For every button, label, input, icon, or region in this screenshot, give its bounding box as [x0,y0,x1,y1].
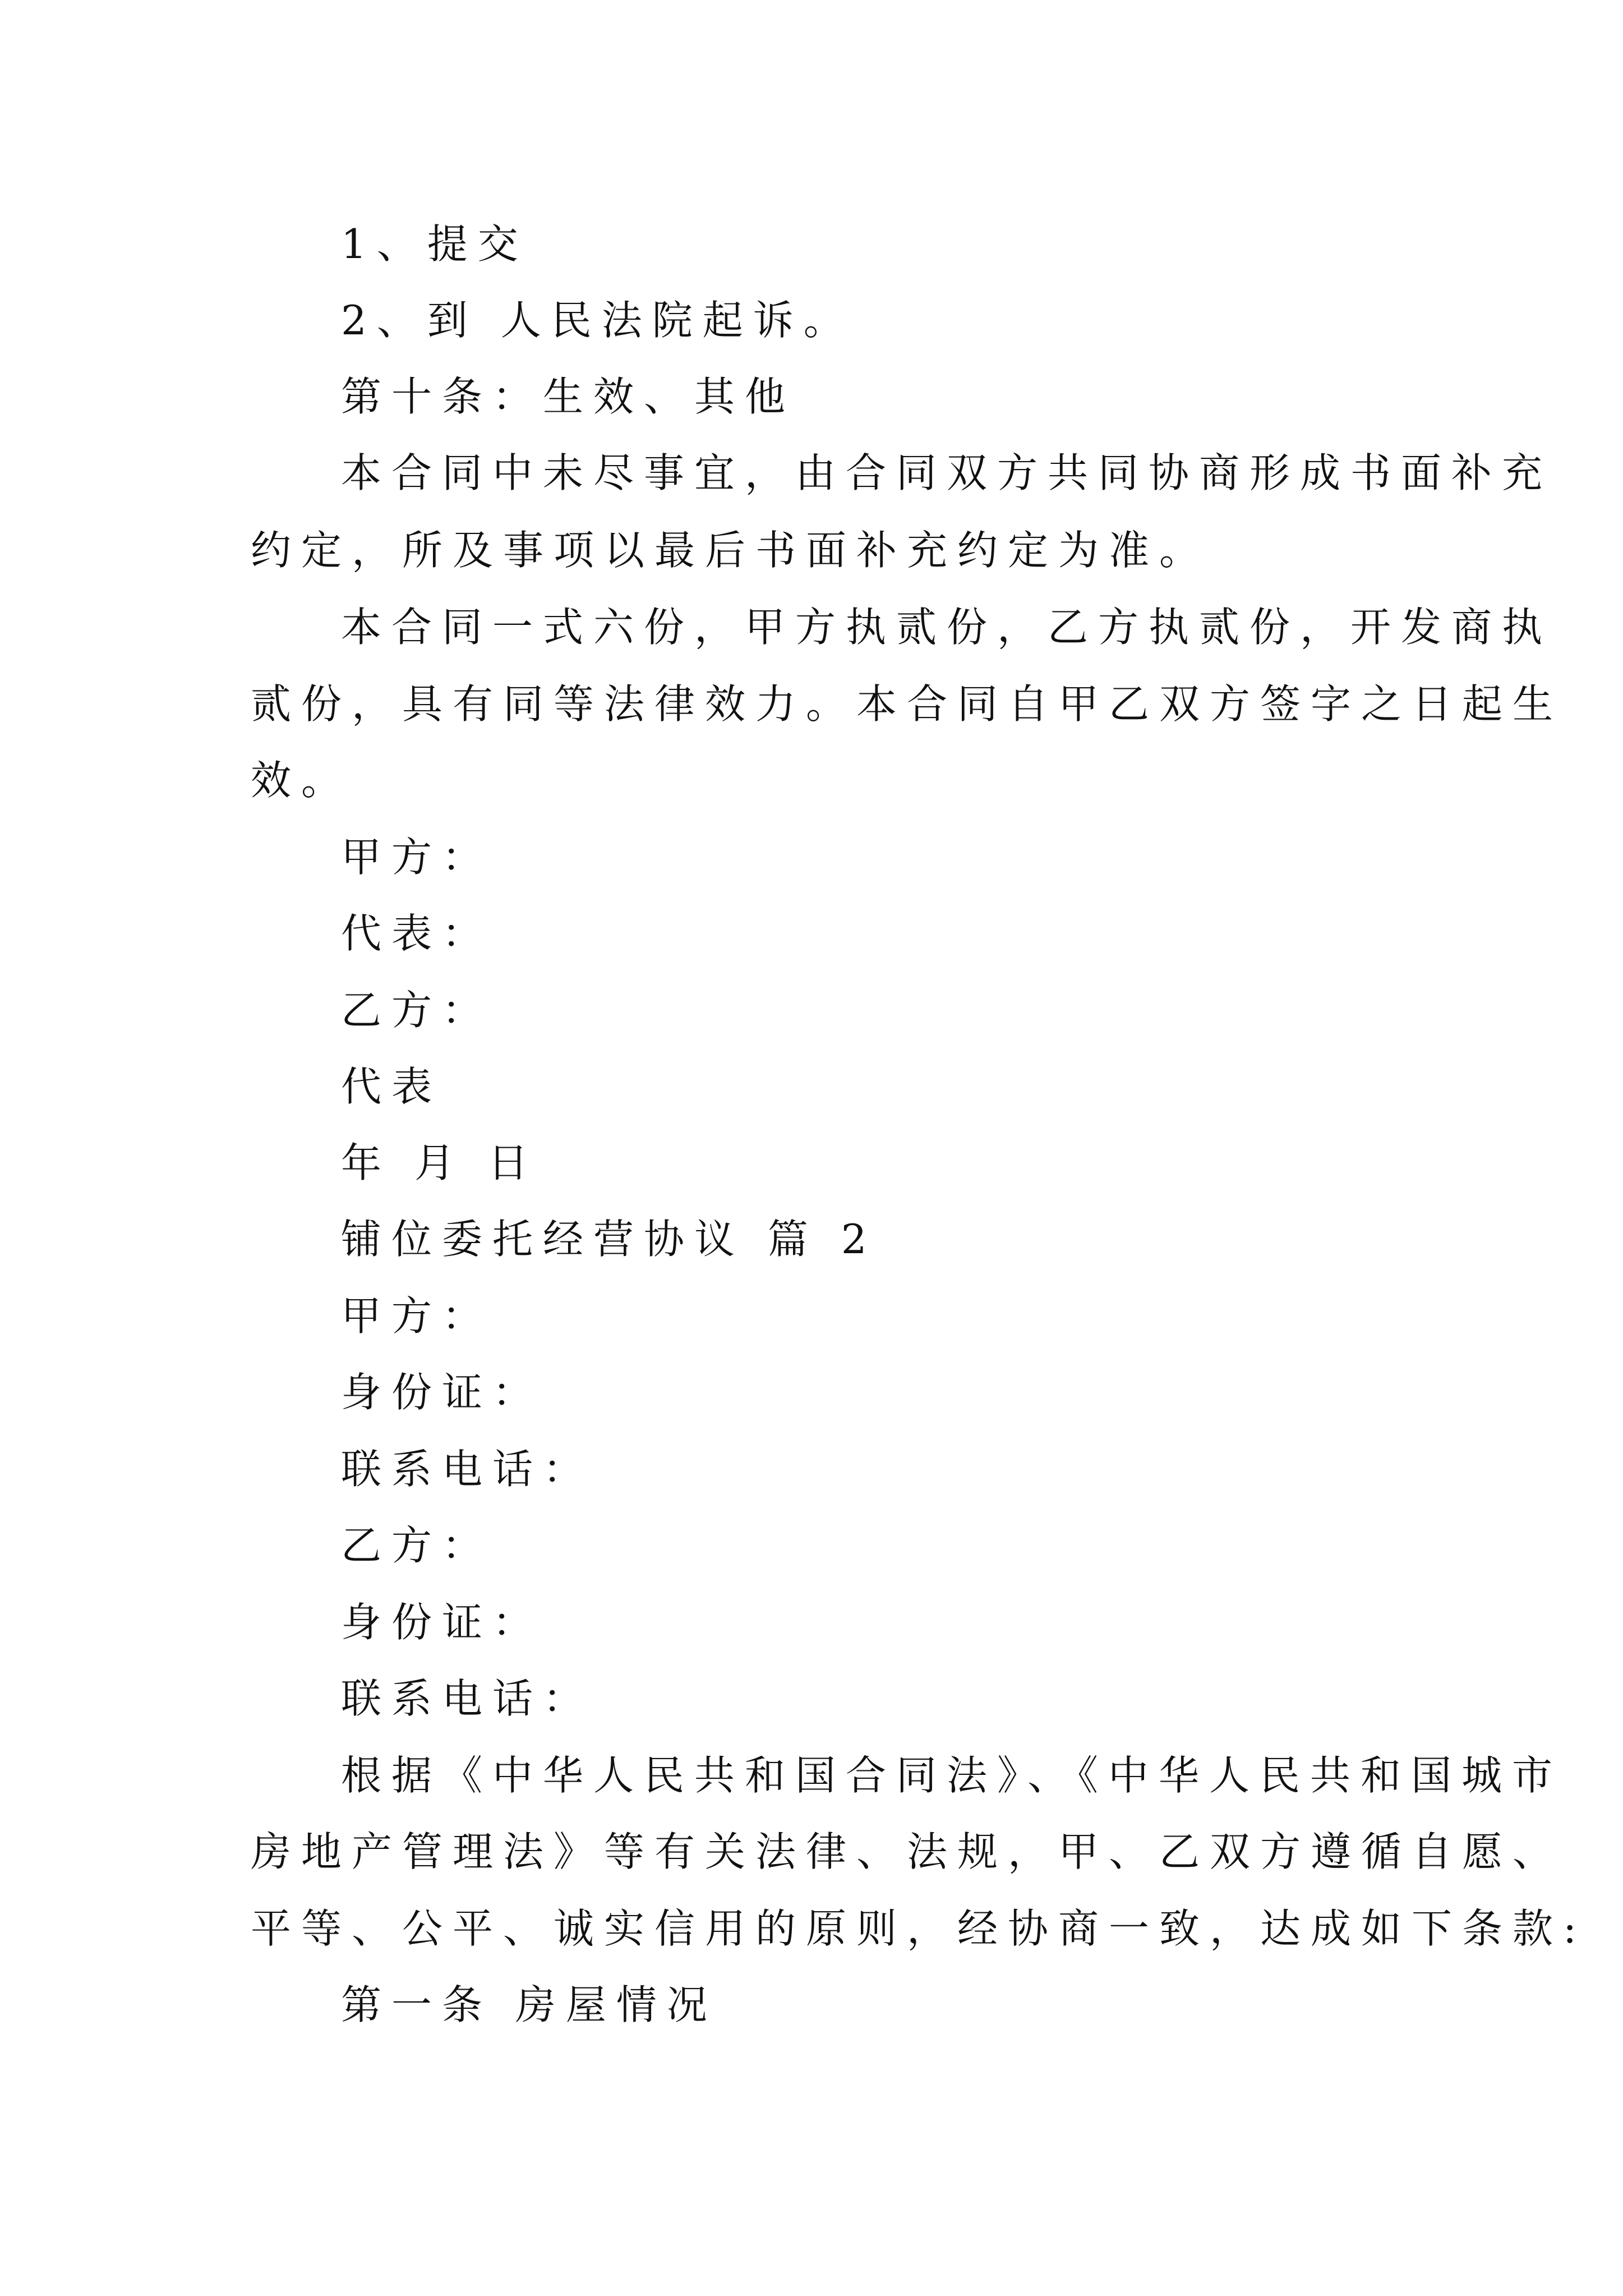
party-a-label: 甲方： [341,834,493,881]
paragraph-line: 效。 [251,757,352,804]
representative-label: 代表： [341,910,493,957]
party-a-label: 甲方： [341,1292,493,1340]
party-b-label: 乙方： [341,987,493,1034]
phone-label: 联系电话： [341,1446,594,1493]
list-item-submit: 1、提交 [341,220,528,268]
id-card-label: 身份证： [341,1599,543,1646]
article-1-heading: 第一条 房屋情况 [341,1981,717,2028]
date-line: 年 月 日 [341,1139,538,1186]
paragraph-line: 贰份，具有同等法律效力。本合同自甲乙双方签字之日起生 [251,680,1564,728]
phone-label: 联系电话： [341,1675,594,1722]
id-card-label: 身份证： [341,1369,543,1416]
paragraph-line: 本合同中未尽事宜，由合同双方共同协商形成书面补充 [341,449,1553,496]
party-b-label: 乙方： [341,1522,493,1569]
paragraph-line: 房地产管理法》等有关法律、法规，甲、乙双方遵循自愿、 [251,1828,1564,1875]
paragraph-line: 根据《中华人民共和国合同法》、《中华人民共和国城市 [341,1752,1563,1799]
paragraph-line: 本合同一式六份，甲方执贰份，乙方执贰份，开发商执 [341,604,1553,651]
representative-label: 代表 [341,1063,442,1110]
list-item-court: 2、到 人民法院起诉。 [341,297,854,344]
paragraph-line: 约定，所及事项以最后书面补充约定为准。 [251,527,1210,574]
paragraph-line: 平等、公平、诚实信用的原则，经协商一致，达成如下条款: [251,1905,1587,1952]
section-title: 铺位委托经营协议 篇 2 [341,1216,877,1263]
article-10-heading: 第十条：生效、其他 [341,373,796,420]
